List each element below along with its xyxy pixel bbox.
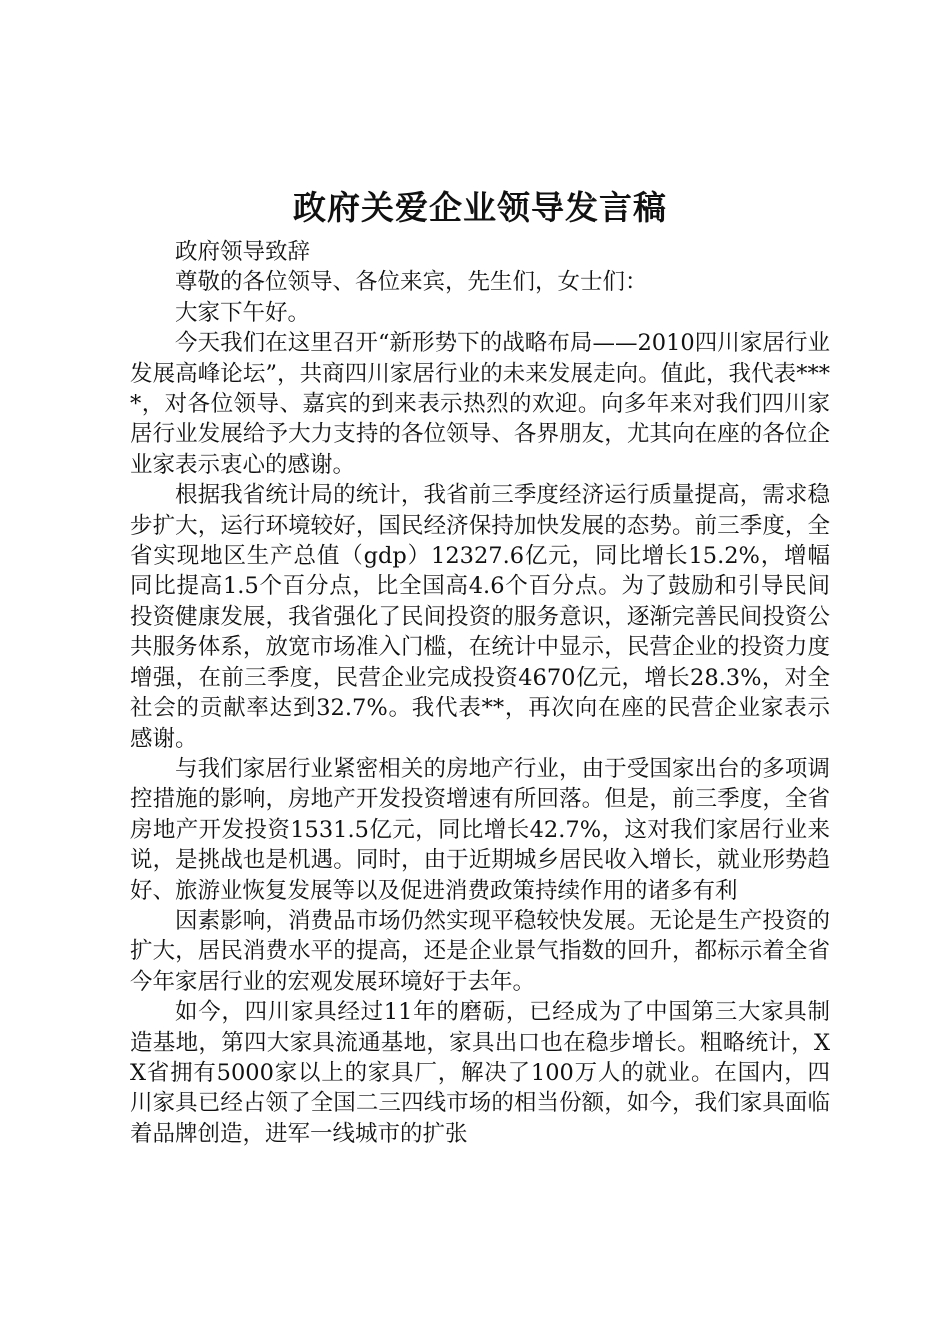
- paragraph-good-afternoon: 大家下午好。: [175, 299, 311, 326]
- document-title: 政府关爱企业领导发言稿: [293, 188, 667, 227]
- paragraph-sichuan-furniture: 如今，四川家具经过11年的磨砺，已经成为了中国第三大家具制造基地，第四大家具流通基地，家具出口也在稳步增长。粗略统计，XX省拥有5000家以上的家具厂，解决了100万人的就业。在国内，四川家具已经占领了全国二三四线市场的相当份额，如今，我们家具面临着品牌创造，进军一线城市的扩张: [130, 999, 830, 1147]
- document-page: [130, 185, 830, 1149]
- paragraph-greeting: 尊敬的各位领导、各位来宾，先生们，女士们：: [175, 269, 648, 296]
- paragraph-statistics: 根据我省统计局的统计，我省前三季度经济运行质量提高，需求稳步扩大，运行环境较好，国民经济保持加快发展的态势。前三季度，全省实现地区生产总值（gdp）12327.6亿元，同比增长15.2%，增幅同比提高1.5个百分点，比全国高4.6个百分点。为了鼓励和引导民间投资健康发展，我省强化了民间投资的服务意识，逐渐完善民间投资公共服务体系，放宽市场准入门槛，在统计中显示，民营企业的投资力度增强，在前三季度，民营企业完成投资4670亿元，增长28.3%，对全社会的贡献率达到32.7%。我代表**，再次向在座的民营企业家表示感谢。: [130, 482, 830, 752]
- paragraph-real-estate: 与我们家居行业紧密相关的房地产行业，由于受国家出台的多项调控措施的影响，房地产开发投资增速有所回落。但是，前三季度，全省房地产开发投资1531.5亿元，同比增长42.7%，这对我们家居行业来说，是挑战也是机遇。同时，由于近期城乡居民收入增长，就业形势趋好、旅游业恢复发展等以及促进消费政策持续作用的诸多有利: [130, 755, 830, 904]
- paragraph-consumer-market: 因素影响，消费品市场仍然实现平稳较快发展。无论是生产投资的扩大，居民消费水平的提高，还是企业景气指数的回升，都标示着全省今年家居行业的宏观发展环境好于去年。: [130, 907, 830, 995]
- paragraph-salutation-heading: 政府领导致辞: [175, 239, 311, 265]
- paragraph-welcome: 今天我们在这里召开“新形势下的战略布局——2010四川家居行业发展高峰论坛”，共商四川家居行业的未来发展走向。值此，我代表****，对各位领导、嘉宾的到来表示热烈的欢迎。向多年来对我们四川家居行业发展给予大力支持的各位领导、各界朋友，尤其向在座的各位企业家表示衷心的感谢。: [130, 330, 830, 478]
